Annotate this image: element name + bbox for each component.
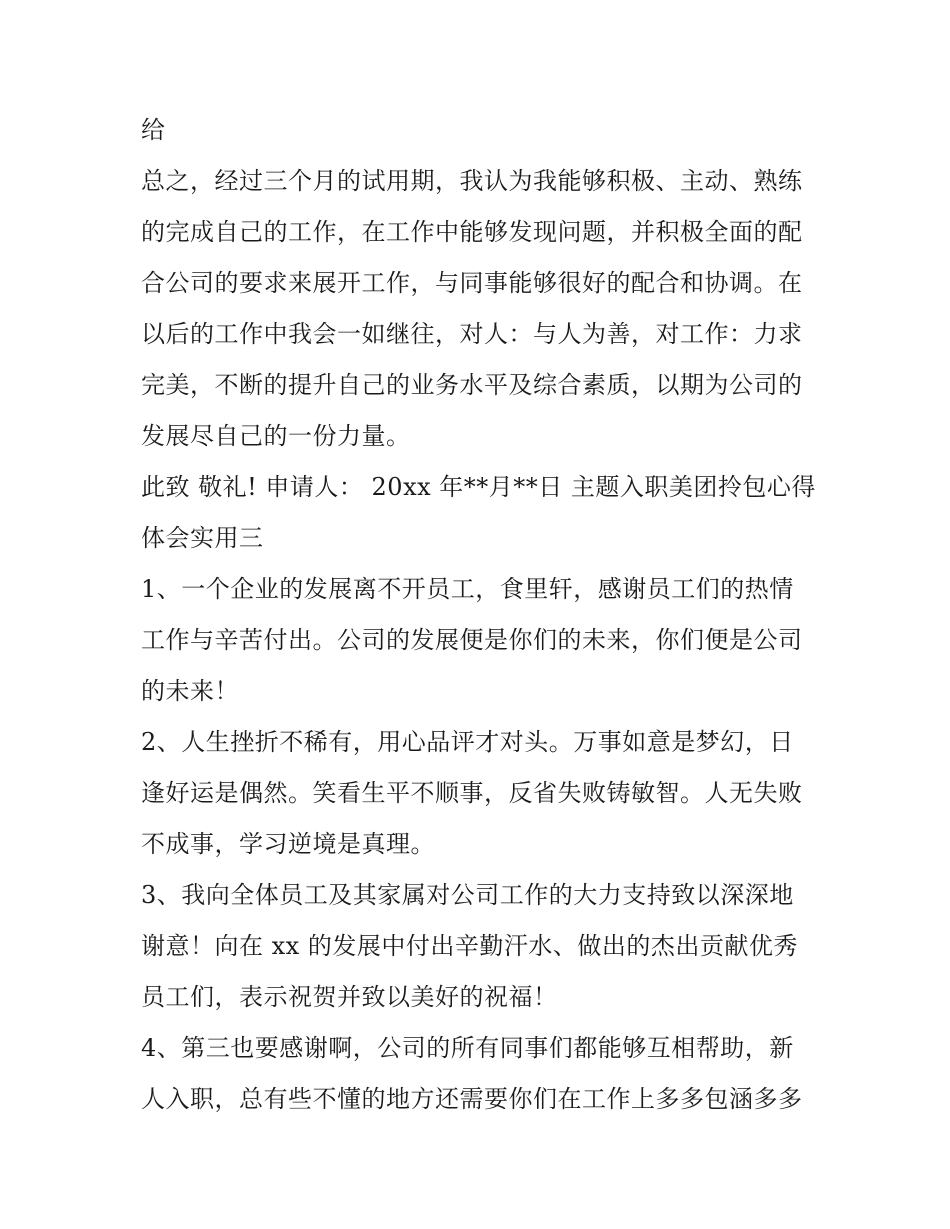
- document-body: [141, 105, 821, 1125]
- text-line: 给: [141, 116, 166, 144]
- text-line: 工作与辛苦付出。公司的发展便是你们的未来，你们便是公司: [141, 626, 803, 654]
- text-line: 3、我向全体员工及其家属对公司工作的大力支持致以深深地: [141, 881, 794, 909]
- text-line: 的完成自己的工作，在工作中能够发现问题，并积极全面的配: [141, 218, 803, 246]
- text-line: 发展尽自己的一份力量。: [141, 422, 411, 450]
- text-line: 不成事，学习逆境是真理。: [141, 830, 435, 858]
- text-line: 员工们，表示祝贺并致以美好的祝福！: [141, 983, 558, 1011]
- text-line: 2、人生挫折不稀有，用心品评才对头。万事如意是梦幻，日: [141, 728, 794, 756]
- text-line: 谢意！向在 xx 的发展中付出辛勤汗水、做出的杰出贡献优秀: [141, 932, 798, 960]
- text-line: 人入职，总有些不懂的地方还需要你们在工作上多多包涵多多: [141, 1085, 803, 1113]
- text-line: 此致 敬礼! 申请人： 20xx 年**月**日 主题入职美团拎包心得: [141, 473, 816, 501]
- text-line: 以后的工作中我会一如继往，对人：与人为善，对工作：力求: [141, 320, 803, 348]
- text-line: 4、第三也要感谢啊，公司的所有同事们都能够互相帮助，新: [141, 1034, 794, 1062]
- text-line: 的未来！: [141, 677, 239, 705]
- text-line: 总之，经过三个月的试用期，我认为我能够积极、主动、熟练: [141, 167, 803, 195]
- text-line: 合公司的要求来展开工作，与同事能够很好的配合和协调。在: [141, 269, 803, 297]
- text-line: 体会实用三: [141, 524, 264, 552]
- text-line: 完美，不断的提升自己的业务水平及综合素质，以期为公司的: [141, 371, 803, 399]
- text-line: 1、一个企业的发展离不开员工，食里轩，感谢员工们的热情: [141, 575, 794, 603]
- text-line: 逢好运是偶然。笑看生平不顺事，反省失败铸敏智。人无失败: [141, 779, 803, 807]
